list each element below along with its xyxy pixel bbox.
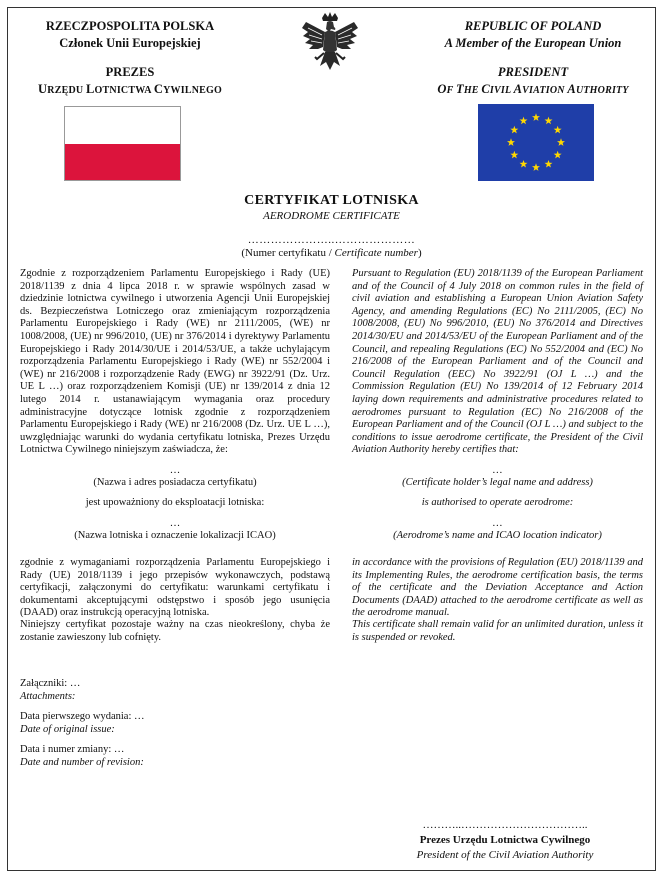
holder-ellipsis-en: … [492,465,503,476]
certificate-number-label: (Numer certyfikatu / Certificate number) [241,247,422,259]
polish-flag-icon [64,106,181,181]
aerodrome-ellipsis-en: … [492,518,503,529]
authority-pl: URZĘDU LOTNICTWA CYWILNEGO [38,82,222,96]
aerodrome-label-en: (Aerodrome’s name and ICAO location indicator) [393,530,602,541]
member-pl: Członek Unii Europejskiej [59,36,201,50]
eu-flag-icon [478,104,594,181]
original-issue-en: Date of original issue: [20,723,115,735]
revision [20,744,144,769]
polish-eagle-emblem-icon [300,12,360,76]
title-pl: CERTYFIKAT LOTNISKA [244,193,419,208]
original-issue-pl: Data pierwszego wydania: … [20,711,145,722]
holder-label-pl: (Nazwa i adres posiadacza certyfikatu) [93,477,257,488]
attachments-pl: Załączniki: … [20,678,81,689]
signature-title-en: President of the Civil Aviation Authority [416,849,594,861]
holder-label-en: (Certificate holder’s legal name and address) [402,477,593,488]
signature-block [385,818,625,863]
header-english [413,18,653,99]
authority-en: OF THE CIVIL AVIATION AUTHORITY [437,82,629,96]
header-polish [10,18,250,99]
president-pl: PREZES [105,65,155,79]
certificate-title [180,193,483,222]
authorised-en: is authorised to operate aerodrome: [421,497,574,508]
original-issue [20,711,145,736]
attachments-en: Attachments: [20,690,76,702]
revision-pl: Data i numer zmiany: … [20,744,125,755]
attachments [20,678,80,703]
accordance-text-en: in accordance with the provisions of Regulation (EU) 2018/1139 and its Implementing Rules, the aerodrome certification basis, the terms of the certificate and the Deviation Acceptance and Action Documents (DAAD) attached to the aerodrome certificate as well as the aerodrome manual. [352,557,643,619]
signature-title-pl: Prezes Urzędu Lotnictwa Cywilnego [419,834,591,846]
title-en: AERODROME CERTIFICATE [263,210,400,222]
certificate-number-dots: …………………..………………… [247,234,416,246]
validity-text-en: This certificate shall remain valid for an unlimited duration, unless it is suspended or revoked. [352,619,643,643]
intro-text-pl: Zgodnie z rozporządzeniem Parlamentu Europejskiego i Rady (UE) 2018/1139 z dnia 4 lipca 2018 r. w sprawie wspólnych zasad w dziedzinie lotnictwa cywilnego i utworzenia Agencji Unii Europejskiej ds. Bezpieczeństwa Lotniczego oraz zmieniającym rozporządzenia Parlamentu Europejskiego i Rady (WE) nr 2111/2005, (WE) nr 1008/2008, (UE) nr 996/2010, (UE) nr 376/2014 i dyrektywy Parlamentu Europejskiego i Rady 2014/30/UE i 2014/53/UE, a także uchylającym rozporządzenia Parlamentu Europejskiego i Rady (WE) nr 552/2004 i (WE) nr 216/2008 i rozporządzenie Rady (EWG) nr 3922/91 (Dz. Urz. UE L …) oraz rozporządzeniem Komisji (UE) nr 139/2014 z dnia 12 lutego 2014 r. ustanawiającym wymagania oraz procedury administracyjne dotyczące lotnisk zgodnie z rozporządzeniem Parlamentu Europejskiego i Rady (WE) nr 216/2008 (Dz. Urz. UE L …), uwzględniając warunki do wydania certyfikatu lotniska, Prezes Urzędu Lotnictwa Cywilnego niniejszym zaświadcza, że: [20,268,330,456]
validity-text-pl: Niniejszy certyfikat pozostaje ważny na czas nieokreślony, chyba że zostanie zawieszony lub cofnięty. [20,619,330,643]
authorised-pl: jest upoważniony do eksploatacji lotniska: [85,497,265,508]
president-en: PRESIDENT [497,65,569,79]
accordance-text-pl: zgodnie z wymaganiami rozporządzenia Parlamentu Europejskiego i Rady (UE) 2018/1139 i jego przepisów wykonawczych, podstawą certyfikacji, załączonymi do certyfikatu: warunkami certyfikatu i dokumentami akceptującymi odstępstwo i sposób jego usunięcia (DAAD) oraz instrukcją operacyjną lotniska. [20,557,330,619]
country-en: REPUBLIC OF POLAND [464,19,602,33]
signature-dots: ………..…………………………….. [422,819,588,831]
aerodrome-label-pl: (Nazwa lotniska i oznaczenie lokalizacji ICAO) [74,530,276,541]
revision-en: Date and number of revision: [20,756,144,768]
certificate-number [180,234,483,260]
country-pl: RZECZPOSPOLITA POLSKA [45,19,215,33]
aerodrome-ellipsis-pl: … [169,518,181,529]
holder-ellipsis-pl: … [169,465,181,476]
intro-text-en: Pursuant to Regulation (EU) 2018/1139 of the European Parliament and of the Council of 4 July 2018 on common rules in the field of civil aviation and establishing a European Union Aviation Safety Agency, and amending Regulations (EC) No 2111/2005, (EC) No 1008/2008, (EU) No 996/2010, (EU) No 376/2014 and Directives 2014/30/EU and 2014/53/EU of the European Parliament and of the Council, and repealing Regulations (EC) No 552/2004 and (EC) No 216/2008 of the European Parliament and of the Council and Council Regulation (EEC) No 3922/91 (OJ L …) and the Commission Regulation (EU) No 139/2014 of 12 February 2014 laying down requirements and administrative procedures related to aerodromes pursuant to Regulation (EC) No 216/2008 of the European Parliament and of the Council (OJ L …) and subject to the conditions to issue aerodrome certificate, the President of the Civil Aviation Authority hereby certifies that: [352,268,643,456]
member-en: A Member of the European Union [444,36,622,50]
